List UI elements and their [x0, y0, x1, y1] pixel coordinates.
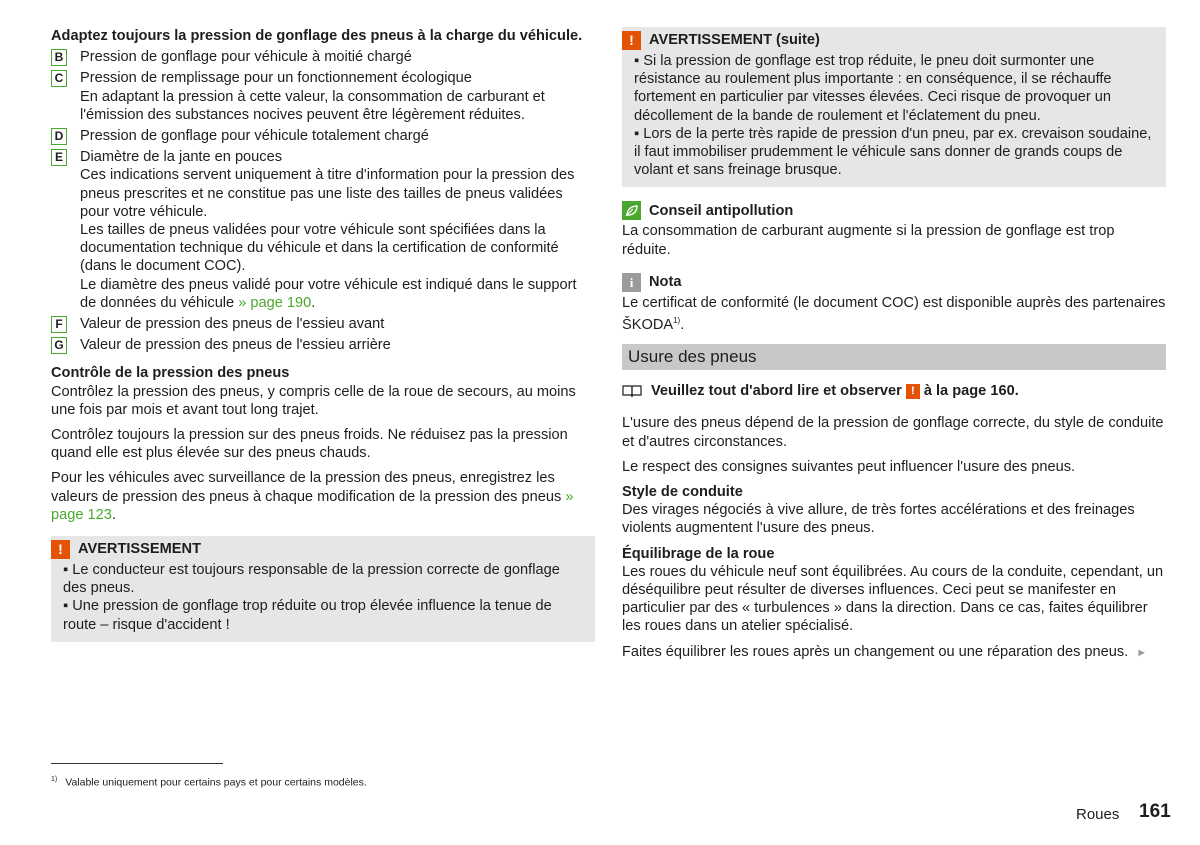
control-paragraph-1: Contrôlez la pression des pneus, y compris celle de la roue de secours, au moins une fois par mois et avant tout long trajet. — [51, 383, 576, 418]
control-title: Contrôle de la pression des pneus — [51, 365, 290, 382]
page-link[interactable]: » page 190 — [238, 294, 312, 311]
legend-key: B — [51, 49, 67, 66]
footnote-rule — [51, 763, 223, 764]
legend-item-f — [51, 315, 595, 333]
warning-box — [51, 536, 595, 642]
left-column — [51, 27, 595, 642]
balance-text: Les roues du véhicule neuf sont équilibrées. Au cours de la conduite, cependant, un déséquilibre peut résulter de diverses influences. Ceci peut se manifester en particulier par des « turbulences » dans la direction. Dans ce cas, faites équilibrer les roues dans un atelier spécialisé. — [622, 563, 1164, 635]
style-title: Style de conduite — [622, 483, 743, 500]
legend-item-g — [51, 336, 595, 354]
warning-bullet: ▪ Une pression de gonflage trop réduite ou trop élevée influence la tenue de route – risque d'accident ! — [63, 598, 552, 633]
right-column — [622, 27, 1166, 662]
warning-title — [622, 31, 1154, 50]
legend-key: E — [51, 149, 67, 166]
style-text: Des virages négociés à vive allure, de très fortes accélérations et des freinages violents augmentent l'usure des pneus. — [622, 502, 1135, 537]
legend-text: Valeur de pression des pneus de l'essieu avant — [80, 316, 385, 333]
book-icon — [622, 384, 642, 398]
warning-title-text: AVERTISSEMENT (suite) — [649, 32, 820, 49]
note-text — [622, 294, 1166, 334]
note-title-text: Nota — [649, 274, 682, 291]
note-title — [622, 273, 1166, 292]
warning-continued-box — [622, 27, 1166, 187]
balance-title: Équilibrage de la roue — [622, 545, 775, 562]
usure-paragraph-3-text: Faites équilibrer les roues après un changement ou une réparation des pneus. — [622, 643, 1129, 660]
control-paragraph-3: Pour les véhicules avec surveillance de la pression des pneus, enregistrez les valeurs de pression des pneus à chaque modification de la pression des pneus » page 123. — [51, 470, 574, 523]
usure-paragraph-3 — [622, 643, 1166, 662]
eco-leaf-icon — [622, 201, 641, 220]
legend-key: G — [51, 337, 67, 354]
legend-extra: Les tailles de pneus validées pour votre véhicule sont spécifiées dans la documentation technique du véhicule et dans la certification de conformité (dans le document COC). — [80, 222, 559, 275]
legend-extra-text: Le diamètre des pneus validé pour votre véhicule est indiqué dans le support de données du véhicule — [80, 276, 577, 311]
info-icon: i — [622, 273, 641, 292]
read-first-line — [622, 382, 1166, 400]
note-text-end: . — [680, 316, 685, 333]
legend-text: Diamètre de la jante en pouces — [80, 149, 283, 166]
legend-text: Pression de gonflage pour véhicule totalement chargé — [80, 128, 429, 145]
footnote-mark: 1) — [51, 776, 58, 783]
warning-icon: ! — [622, 31, 641, 50]
read-first-post[interactable]: à la page 160. — [923, 383, 1019, 400]
legend-key: F — [51, 316, 67, 333]
control-paragraph-2: Contrôlez toujours la pression sur des pneus froids. Ne réduisez pas la pression quand elle est plus élevée sur des pneus chauds. — [51, 427, 568, 462]
eco-title-text: Conseil antipollution — [649, 202, 794, 219]
read-first-pre: Veuillez tout d'abord lire et observer — [651, 383, 902, 400]
legend-item-e — [51, 148, 595, 312]
legend-extra: Le diamètre des pneus validé pour votre véhicule est indiqué dans le support de données du véhicule » page 190. — [80, 276, 577, 311]
warning-bullet: ▪ Si la pression de gonflage est trop réduite, le pneu doit surmonter une résistance au roulement plus importante : en conséquence, il se réchauffe fortement en particulier par vitesses élevées. Ceci risque de provoquer un décollement de la bande de roulement et l'éclatement du pneu. — [634, 53, 1112, 124]
warning-title — [51, 540, 583, 559]
warning-icon: ! — [906, 384, 920, 399]
footnote — [51, 773, 367, 790]
page-link[interactable]: » page 123 — [51, 488, 574, 523]
footnote-text: Valable uniquement pour certains pays et pour certains modèles. — [65, 776, 367, 789]
legend-item-d — [51, 127, 595, 145]
legend-extra: Ces indications servent uniquement à titre d'information pour la pression des pneus prescrites et ne constitue pas une liste des tailles de pneus validées pour votre véhicule. — [80, 167, 575, 220]
legend-item-c — [51, 69, 595, 124]
footnote-ref[interactable]: 1) — [673, 316, 681, 326]
footer-section: Roues — [1076, 806, 1120, 823]
warning-title-text: AVERTISSEMENT — [78, 541, 201, 558]
page-number: 161 — [1139, 801, 1171, 822]
legend-text: Valeur de pression des pneus de l'essieu arrière — [80, 337, 391, 354]
intro-heading: Adaptez toujours la pression de gonflage des pneus à la charge du véhicule. — [51, 28, 583, 44]
legend-extra: En adaptant la pression à cette valeur, la consommation de carburant et l'émission des substances nocives peuvent être légèrement réduites. — [80, 88, 545, 123]
warning-bullet: ▪ Lors de la perte très rapide de pression d'un pneu, par ex. crevaison soudaine, il faut immobiliser prudemment le véhicule sans donner de grands coups de volant et sans freinage brusque. — [634, 125, 1152, 179]
eco-tip-title — [622, 201, 1166, 220]
usure-paragraph-1: L'usure des pneus dépend de la pression de gonflage correcte, du style de conduite et d'autres circonstances. — [622, 415, 1164, 450]
warning-bullet: ▪ Le conducteur est toujours responsable de la pression correcte de gonflage des pneus. — [63, 562, 560, 597]
legend-item-b — [51, 48, 595, 66]
continue-arrow-icon: ► — [1136, 646, 1148, 659]
legend-text: Pression de remplissage pour un fonctionnement écologique — [80, 70, 472, 87]
legend-key: D — [51, 128, 67, 145]
legend-text: Pression de gonflage pour véhicule à moitié chargé — [80, 49, 412, 66]
warning-icon: ! — [51, 540, 70, 559]
eco-text: La consommation de carburant augmente si la pression de gonflage est trop réduite. — [622, 223, 1115, 258]
usure-paragraph-2: Le respect des consignes suivantes peut influencer l'usure des pneus. — [622, 458, 1076, 475]
note-text-body: Le certificat de conformité (le document COC) est disponible auprès des partenaires ŠKODA — [622, 294, 1166, 333]
section-heading: Usure des pneus — [622, 344, 1166, 370]
legend-key: C — [51, 70, 67, 87]
control-paragraph-3-text: Pour les véhicules avec surveillance de la pression des pneus, enregistrez les valeurs de pression des pneus à chaque modification de la pression des pneus — [51, 470, 562, 505]
